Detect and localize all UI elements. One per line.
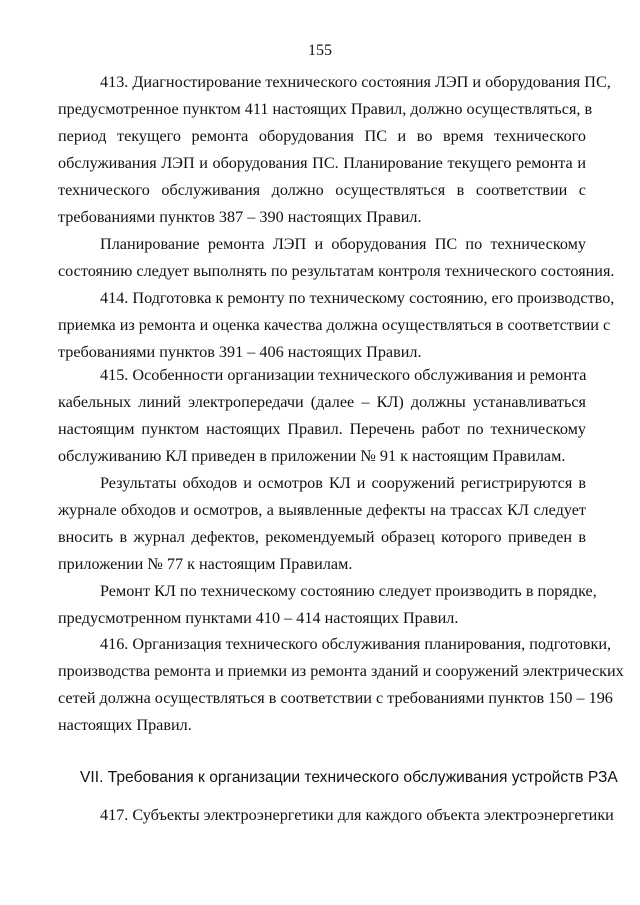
text-line: требованиями пунктов 387 – 390 настоящих Правил. [58, 208, 422, 226]
text-line: Результаты обходов и осмотров КЛ и сооружений регистрируются в [100, 474, 586, 492]
text-line: 415. Особенности организации технического обслуживания и ремонта [100, 366, 587, 384]
text-line: обслуживанию КЛ приведен в приложении № 91 к настоящим Правилам. [58, 447, 566, 465]
text-line: настоящих Правил. [58, 716, 192, 734]
text-line: 416. Организация технического обслуживания планирования, подготовки, [100, 635, 612, 653]
text-line: Ремонт КЛ по техническому состоянию следует производить в порядке, [100, 582, 597, 600]
text-line: 413. Диагностирование технического состояния ЛЭП и оборудования ПС, [100, 73, 611, 91]
text-line: настоящим пунктом настоящих Правил. Перечень работ по техническому [58, 420, 586, 438]
text-line: предусмотренное пунктом 411 настоящих Правил, должно осуществляться, в [58, 100, 593, 118]
text-line: 414. Подготовка к ремонту по техническому состоянию, его производство, [100, 289, 615, 307]
text-line: обслуживания ЛЭП и оборудования ПС. Планирование текущего ремонта и [58, 154, 586, 172]
text-line: 417. Субъекты электроэнергетики для каждого объекта электроэнергетики [100, 806, 614, 824]
text-line: журнале обходов и осмотров, а выявленные дефекты на трассах КЛ следует [58, 501, 586, 519]
text-line: вносить в журнал дефектов, рекомендуемый образец которого приведен в [58, 528, 586, 546]
text-line: Планирование ремонта ЛЭП и оборудования ПС по техническому [100, 235, 586, 253]
text-line: требованиями пунктов 391 – 406 настоящих Правил. [58, 343, 422, 361]
text-line: состоянию следует выполнять по результатам контроля технического состояния. [58, 262, 615, 280]
text-line: сетей должна осуществляться в соответствии с требованиями пунктов 150 – 196 [58, 689, 613, 707]
text-line: приложении № 77 к настоящим Правилам. [58, 555, 353, 573]
section-heading: VII. Требования к организации технического обслуживания устройств РЗА [80, 769, 618, 786]
page-number: 155 [308, 42, 332, 59]
text-line: производства ремонта и приемки из ремонта зданий и сооружений электрических [58, 662, 624, 680]
text-line: период текущего ремонта оборудования ПС и во время технического [58, 127, 586, 145]
text-line: технического обслуживания должно осуществляться в соответствии с [58, 181, 586, 199]
text-line: кабельных линий электропередачи (далее – КЛ) должны устанавливаться [58, 393, 586, 411]
text-line: приемка из ремонта и оценка качества должна осуществляться в соответствии с [58, 316, 611, 334]
text-line: предусмотренном пунктами 410 – 414 настоящих Правил. [58, 609, 459, 627]
